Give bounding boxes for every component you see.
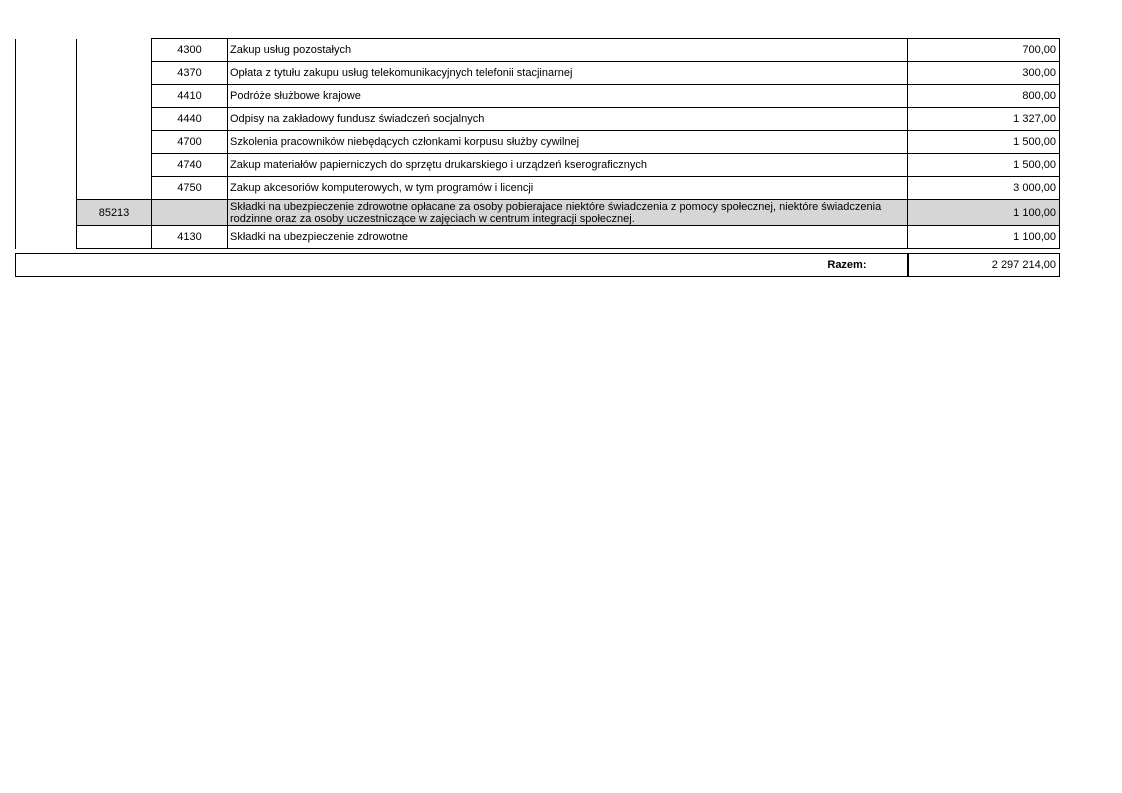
description: Zakup materiałów papierniczych do sprzętu drukarskiego i urządzeń kserograficznych	[228, 154, 908, 177]
paragraph-code: 4440	[152, 108, 228, 131]
paragraph-code: 4410	[152, 85, 228, 108]
description: Składki na ubezpieczenie zdrowotne opłacane za osoby pobierajace niektóre świadczenia z pomocy społecznej, niektóre świadczenia rodzinne oraz za osoby uczestniczące w zajęciach w centrum integracji społecznej.	[228, 200, 908, 226]
amount: 700,00	[908, 39, 1060, 62]
section-cell	[16, 39, 77, 249]
amount: 1 100,00	[908, 200, 1060, 226]
table-row	[16, 108, 1060, 131]
subsection-row	[16, 200, 1060, 226]
description: Opłata z tytułu zakupu usług telekomunikacyjnych telefonii stacjinarnej	[228, 62, 908, 85]
description: Odpisy na zakładowy fundusz świadczeń socjalnych	[228, 108, 908, 131]
paragraph-code: 4370	[152, 62, 228, 85]
chapter-cell	[77, 226, 152, 249]
table-row	[16, 62, 1060, 85]
description: Szkolenia pracowników niebędących członkami korpusu służby cywilnej	[228, 131, 908, 154]
total-table	[15, 253, 1060, 277]
total-amount: 2 297 214,00	[908, 254, 1060, 277]
amount: 1 327,00	[908, 108, 1060, 131]
paragraph-code: 4130	[152, 226, 228, 249]
total-row	[16, 254, 1060, 277]
description: Zakup akcesoriów komputerowych, w tym programów i licencji	[228, 177, 908, 200]
chapter-cell	[77, 39, 152, 200]
paragraph-code: 4700	[152, 131, 228, 154]
amount: 3 000,00	[908, 177, 1060, 200]
table-row	[16, 226, 1060, 249]
paragraph-code	[152, 200, 228, 226]
table-row	[16, 177, 1060, 200]
amount: 300,00	[908, 62, 1060, 85]
chapter-code: 85213	[77, 200, 152, 226]
description: Składki na ubezpieczenie zdrowotne	[228, 226, 908, 249]
amount: 1 100,00	[908, 226, 1060, 249]
amount: 1 500,00	[908, 154, 1060, 177]
description: Podróże służbowe krajowe	[228, 85, 908, 108]
paragraph-code: 4300	[152, 39, 228, 62]
paragraph-code: 4750	[152, 177, 228, 200]
table-row	[16, 85, 1060, 108]
budget-table	[15, 38, 1060, 249]
paragraph-code: 4740	[152, 154, 228, 177]
amount: 1 500,00	[908, 131, 1060, 154]
total-label: Razem:	[16, 254, 908, 277]
amount: 800,00	[908, 85, 1060, 108]
table-row	[16, 154, 1060, 177]
description: Zakup usług pozostałych	[228, 39, 908, 62]
table-row	[16, 39, 1060, 62]
table-row	[16, 131, 1060, 154]
